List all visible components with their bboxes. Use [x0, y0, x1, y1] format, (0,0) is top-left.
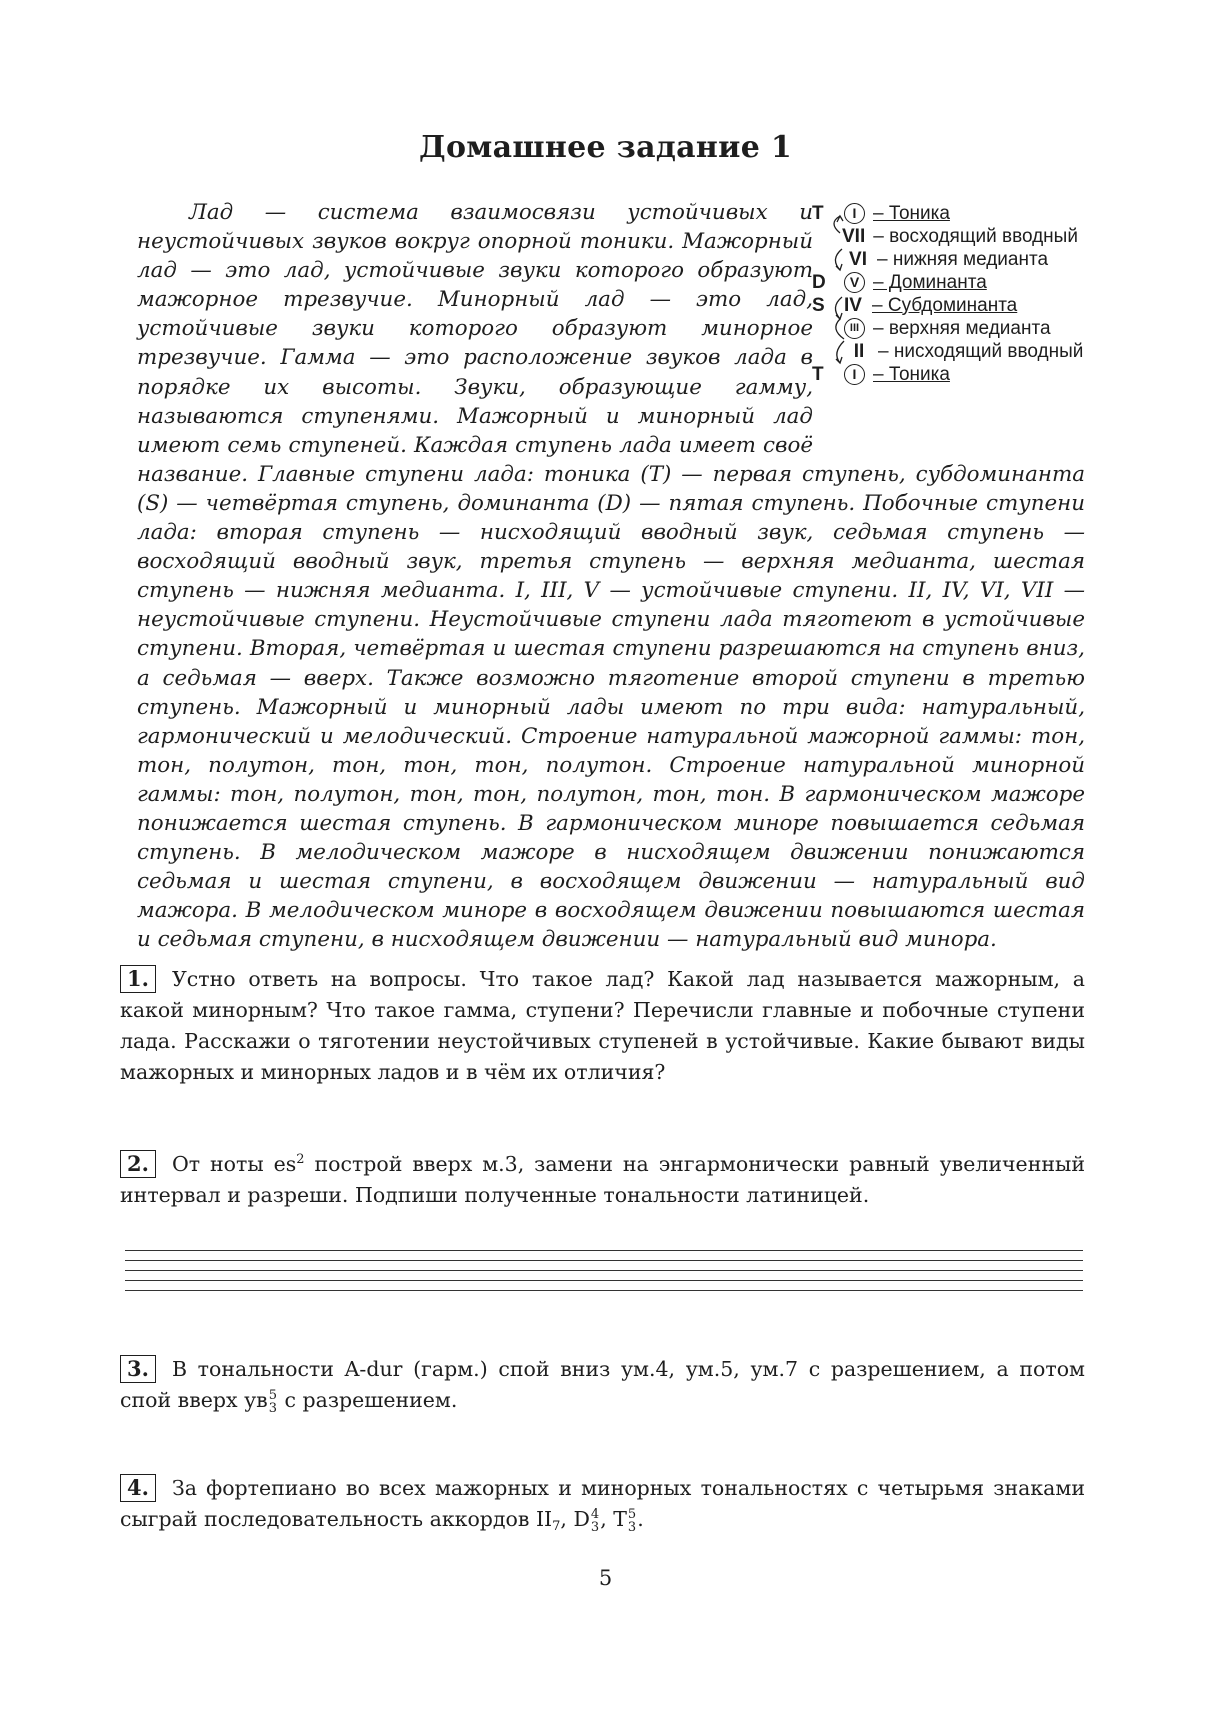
diagram-row-submediant — [812, 248, 1048, 271]
task-1 — [120, 964, 1085, 1088]
staff-line — [125, 1280, 1083, 1281]
separator: , — [560, 1507, 574, 1531]
degree-numeral: I — [844, 364, 865, 385]
theory-paragraph: Лад — система взаимосвязи устойчивых и неустойчивых звуков вокруг опорной тоники. Мажорный лад — это лад, устойчивые звуки которого образуют мажорное трезвучие. Минорный лад — это лад, устойчивые звуки которого образуют минорное трезвучие. Гамма — это расположение звуков лада в порядке их высоты. Звуки, образующие гамму, называются ступенями. Мажорный и минорный лад имеют семь ступеней. Каждая ступень лада имеет своё название. Главные ступени лада: тоника (T) — первая ступень, субдоминанта (S) — четвёртая ступень, доминанта (D) — пятая ступень. Побочные ступени лада: вторая ступень — нисходящий вводный звук, седьмая ступень — восходящий вводный звук, третья ступень — верхняя медианта, шестая ступень — нижняя медианта. I, III, V — устойчивые ступени. II, IV, VI, VII — неустойчивые ступени. Неустойчивые ступени лада тяготеют в устойчивые ступени. Вторая, четвёртая и шестая ступени разрешаются на ступень вниз, а седьмая — вверх. Также возможно тяготение второй ступени в третью ступень. Мажорный и минорный лады имеют по три вида: натуральный, гармонический и мелодический. Строение натуральной мажорной гаммы: тон, тон, полутон, тон, тон, тон, полутон. Строение натуральной минорной гаммы: тон, полутон, тон, тон, полутон, тон, тон. В гармоническом мажоре понижается шестая ступень. В гармоническом миноре повышается седьмая ступень. В мелодическом мажоре в нисходящем движении понижаются седьмая и шестая ступени, в восходящем движении — натуральный вид мажора. В мелодическом миноре в восходящем движении повышаются шестая и седьмая ступени, в нисходящем движении — натуральный вид минора. — [137, 200, 1085, 953]
degree-label: – Доминанта — [873, 271, 987, 293]
task-text-before: От ноты es — [171, 1152, 297, 1176]
chord-ii: II — [535, 1507, 553, 1531]
degree-numeral: V — [844, 272, 865, 293]
staff-line — [125, 1290, 1083, 1291]
degree-label: – верхняя медианта — [873, 317, 1051, 339]
function-symbol: S — [812, 294, 825, 316]
function-symbol: T — [812, 363, 824, 385]
degree-label: – нижняя медианта — [877, 248, 1049, 270]
task-3 — [120, 1354, 1085, 1416]
task-number: 2. — [120, 1150, 156, 1178]
task-text-after: построй вверх м.3, замени на энгармонически равный увеличенный интервал и разреши. Подпиши полученные тональности латиницей. — [120, 1152, 1085, 1207]
separator: , — [600, 1507, 614, 1531]
task-number: 3. — [120, 1355, 156, 1383]
chord-t: T — [613, 1507, 627, 1531]
staff-line — [125, 1260, 1083, 1261]
diagram-row-tonic-top — [812, 202, 950, 225]
degree-label: – Тоника — [873, 363, 950, 385]
degree-label: – Субдоминанта — [872, 294, 1018, 316]
page-title: Домашнее задание 1 — [418, 130, 793, 165]
degree-label: – Тоника — [873, 202, 950, 224]
sentence-end: . — [637, 1507, 644, 1531]
figure-bottom: 3 — [627, 1519, 637, 1535]
degree-numeral: III — [844, 318, 865, 339]
degree-numeral: I — [844, 203, 865, 224]
figure-top: 5 — [268, 1387, 277, 1403]
task-number: 1. — [120, 965, 156, 993]
degree-numeral: VII — [842, 225, 866, 247]
task-text-after: с разрешением. — [277, 1388, 458, 1412]
degree-numeral: IV — [844, 294, 862, 316]
chord-d-figure — [591, 1508, 599, 1534]
figure-top: 4 — [590, 1506, 600, 1522]
diagram-row-supertonic — [812, 340, 1083, 363]
task-text-before: В тональности A-dur (гарм.) спой вниз ум.4, ум.5, ум.7 с разрешением, а потом спой вверх ув — [120, 1357, 1085, 1412]
task-text: Устно ответь на вопросы. Что такое лад? Какой лад называется мажорным, а какой минорным? Что такое гамма, ступени? Перечисли главные и побочные ступени лада. Расскажи о тяготении неустойчивых ступеней в устойчивые. Какие бывают виды мажорных и минорных ладов и в чём их отличия? — [120, 967, 1085, 1084]
chord-d: D — [573, 1507, 590, 1531]
task-2 — [120, 1144, 1085, 1211]
chord-ii-figure: 7 — [552, 1519, 561, 1534]
degree-numeral: VI — [849, 248, 867, 270]
task-text-before: За фортепиано во всех мажорных и минорных тональностях с четырьмя знаками сыграй последовательность аккордов — [120, 1476, 1085, 1531]
degree-numeral: II — [853, 340, 865, 362]
diagram-row-mediant — [812, 317, 1051, 340]
diagram-row-subdominant — [812, 294, 1017, 317]
staff-line — [125, 1270, 1083, 1271]
figure-bottom: 3 — [268, 1400, 277, 1416]
degree-label: – нисходящий вводный — [878, 340, 1084, 362]
octave-superscript: 2 — [296, 1152, 305, 1167]
diagram-row-dominant — [812, 271, 987, 294]
function-symbol: D — [812, 271, 826, 293]
figure-top: 5 — [627, 1506, 637, 1522]
diagram-row-tonic-bottom — [812, 363, 950, 386]
diagram-row-leading-tone — [812, 225, 1078, 248]
chord-figure — [269, 1389, 277, 1415]
staff-line — [125, 1250, 1083, 1251]
task-4 — [120, 1473, 1085, 1542]
chord-t-figure — [628, 1508, 636, 1534]
figure-bottom: 3 — [590, 1519, 600, 1535]
music-staff — [125, 1250, 1083, 1300]
task-number: 4. — [120, 1474, 156, 1502]
page-number: 5 — [598, 1566, 613, 1590]
degree-label: – восходящий вводный — [873, 225, 1078, 247]
function-symbol: T — [812, 202, 824, 224]
